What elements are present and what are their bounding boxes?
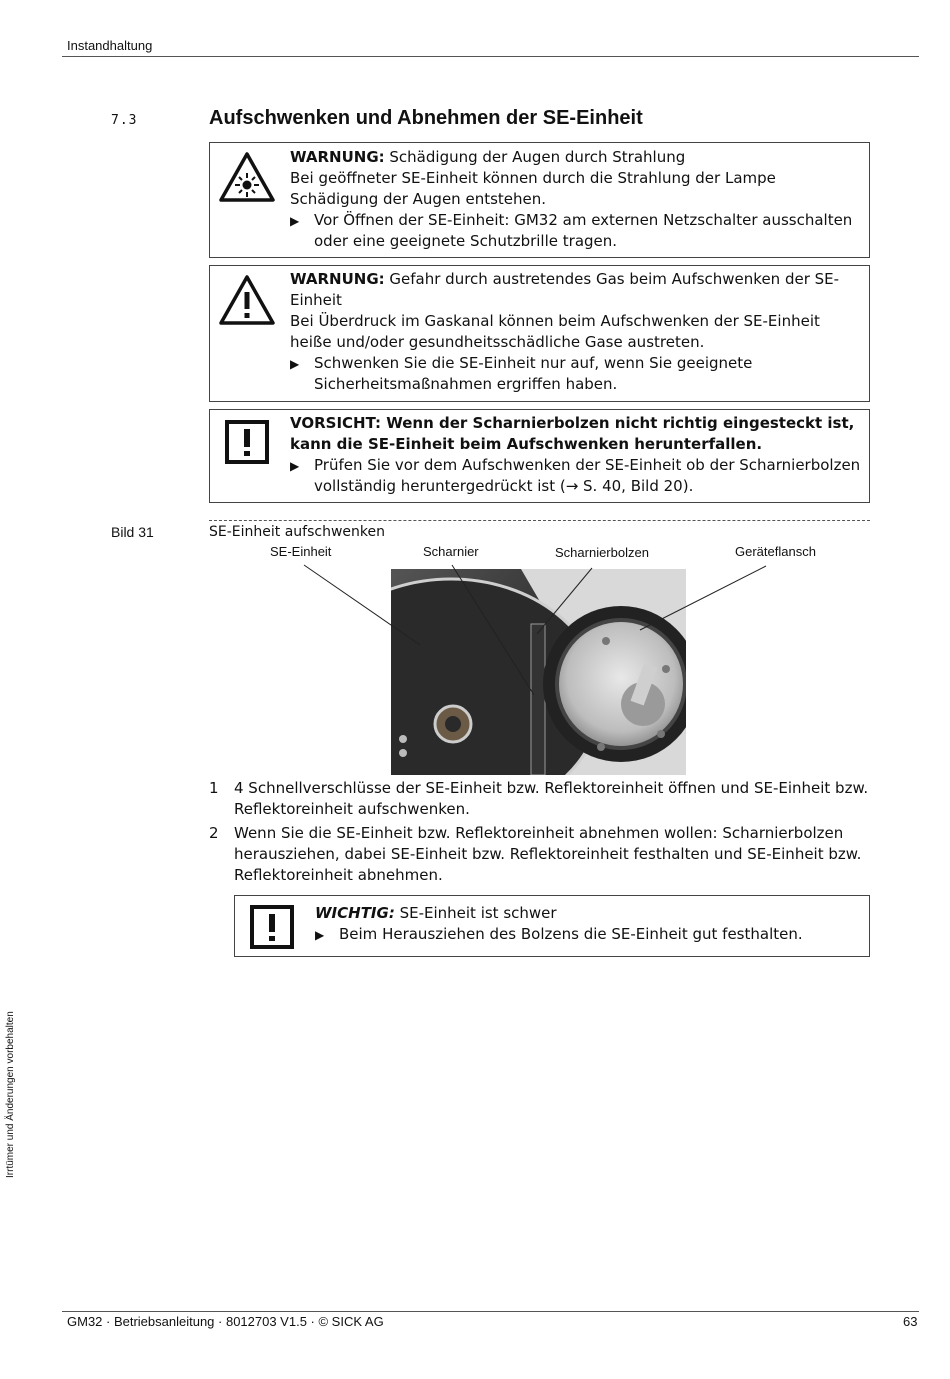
callout-se-einheit: SE-Einheit [270,544,332,559]
step-arrow-icon: ▶ [290,357,300,371]
important-step-text: Beim Herausziehen des Bolzens die SE-Einheit gut festhalten. [339,925,803,943]
warning-body: Bei Überdruck im Gaskanal können beim Aufschwenken der SE-Einheit heiße und/oder gesundheitsschädliche Gase austreten. [290,312,820,351]
side-note: Irrtümer und Änderungen vorbehalten [5,1011,16,1178]
running-head: Instandhaltung [67,38,153,53]
important-exclamation-icon [250,905,294,949]
warning-headline: Gefahr durch austretendes Gas beim Aufschwenken der SE-Einheit [290,270,840,309]
section-number: 7.3 [111,113,138,128]
footer-rule [62,1311,919,1312]
caution-headline: Wenn der Scharnierbolzen nicht richtig eingesteckt ist, kann die SE-Einheit beim Aufschwenken herunterfallen. [290,414,855,453]
leader-line-scharnierbolzen [537,568,592,634]
leader-line-geraeteflansch [640,566,766,630]
list-item [209,823,869,886]
step-arrow-icon: ▶ [290,459,300,473]
step-arrow-icon: ▶ [290,214,300,228]
step-text: 4 Schnellverschlüsse der SE-Einheit bzw. Reflektoreinheit öffnen und SE-Einheit bzw. Reflektoreinheit aufschwenken. [234,779,869,818]
warning-headline: Schädigung der Augen durch Strahlung [384,148,686,166]
figure-title: SE-Einheit aufschwenken [209,524,385,540]
figure-number: Bild 31 [111,524,154,540]
important-step [315,924,865,946]
step-arrow-icon: ▶ [315,928,325,942]
step-number: 1 [209,779,219,797]
section-title: Aufschwenken und Abnehmen der SE-Einheit [209,107,643,129]
warning-label: WARNUNG: [290,148,385,166]
warning-body: Bei geöffneter SE-Einheit können durch die Strahlung der Lampe Schädigung der Augen entstehen. [290,169,776,208]
leader-line-scharnier [452,565,534,695]
callout-geraeteflansch: Geräteflansch [735,544,816,559]
step-number: 2 [209,824,219,842]
important-headline: SE-Einheit ist schwer [394,904,557,922]
important-box [234,895,870,957]
callout-scharnier: Scharnier [423,544,479,559]
warning-step-text: Schwenken Sie die SE-Einheit nur auf, wenn Sie geeignete Sicherheitsmaßnahmen ergriffen haben. [314,354,753,393]
warning-label: WARNUNG: [290,270,385,288]
caution-step-text: Prüfen Sie vor dem Aufschwenken der SE-Einheit ob der Scharnierbolzen vollständig heruntergedrückt ist (→ S. 40, Bild 20). [314,456,861,495]
important-label: WICHTIG: [315,904,395,922]
instruction-steps [209,778,869,889]
warning-step-text: Vor Öffnen der SE-Einheit: GM32 am externen Netzschalter ausschalten oder eine geeignete Schutzbrille tragen. [314,211,853,250]
step-text: Wenn Sie die SE-Einheit bzw. Reflektoreinheit abnehmen wollen: Scharnierbolzen herausziehen, dabei SE-Einheit bzw. Reflektoreinheit festhalten und SE-Einheit bzw. Reflektoreinheit abnehmen. [234,824,862,884]
list-item [209,778,869,820]
footer-doc-info: GM32 · Betriebsanleitung · 8012703 V1.5 · © SICK AG [67,1314,384,1329]
important-text [315,903,865,946]
page-number: 63 [903,1314,918,1329]
leader-line-se-einheit [304,565,420,645]
caution-label: VORSICHT: [290,414,382,432]
callout-scharnierbolzen: Scharnierbolzen [555,545,649,560]
